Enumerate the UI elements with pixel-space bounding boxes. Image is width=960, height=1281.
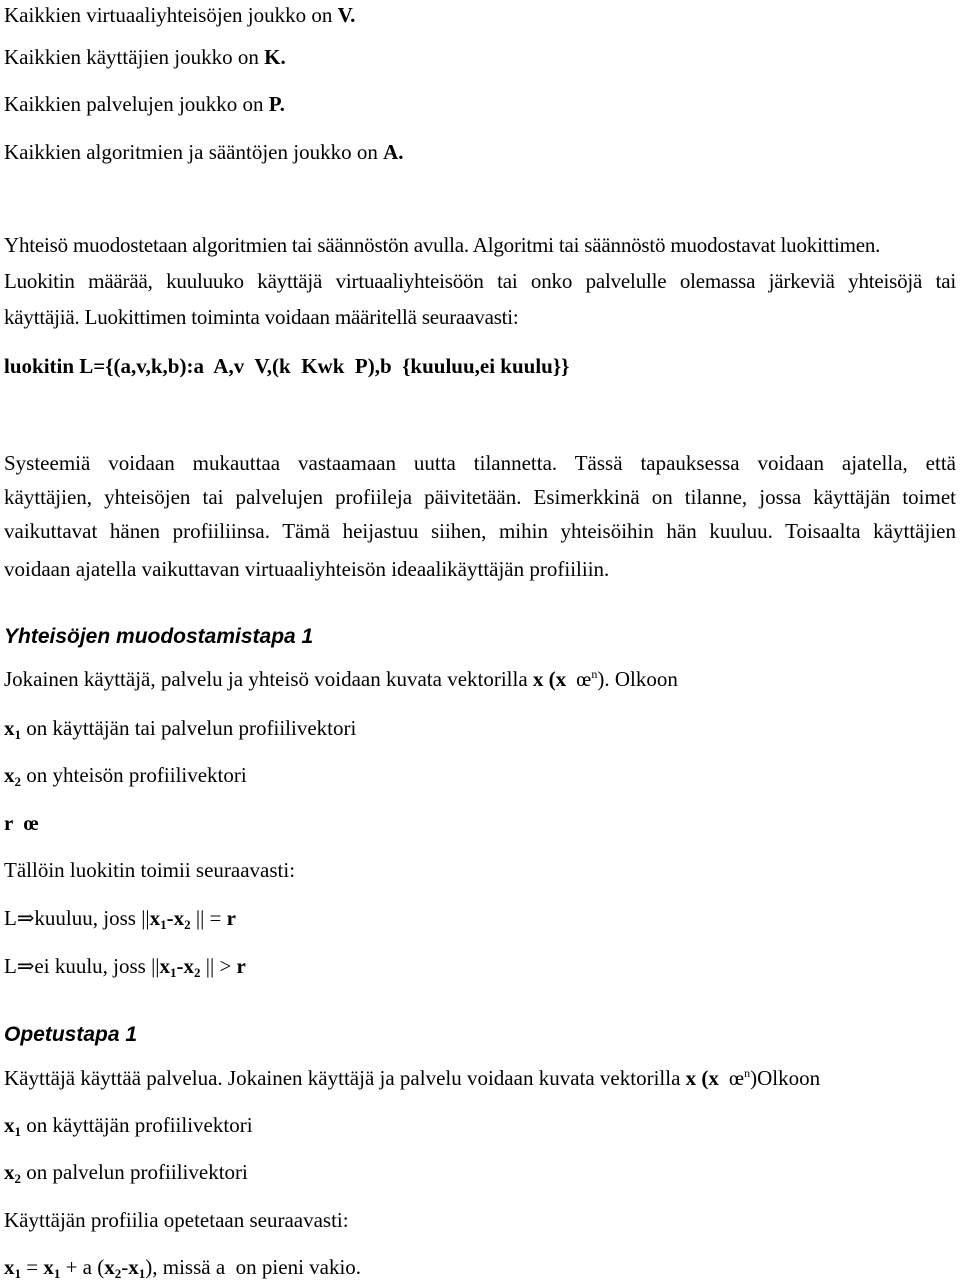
rule-intro: Tällöin luokitin toimii seuraavasti: bbox=[4, 858, 296, 882]
set-symbol: K. bbox=[264, 45, 286, 69]
classifier-definition: luokitin L={(a,v,k,b):a A,v V,(k Kwk P),b {kuuluu,ei kuulu}} bbox=[4, 354, 570, 378]
set-glyph: œ bbox=[576, 667, 592, 691]
paragraph-line: käyttäjien, yhteisöjen tai palvelujen profiileja päivitetään. Esimerkkinä on tilanne, jossa käyttäjän toimet bbox=[4, 485, 956, 509]
set-definition: Kaikkien virtuaaliyhteisöjen joukko on V. bbox=[4, 3, 356, 27]
set-glyph: œ bbox=[728, 1066, 745, 1090]
section-heading: Opetustapa 1 bbox=[4, 1023, 138, 1046]
paragraph-line: Luokitin määrää, kuuluuko käyttäjä virtuaaliyhteisöön tai onko palvelulle olemassa järkeviä yhteisöjä tai bbox=[4, 269, 956, 293]
section-intro: Jokainen käyttäjä, palvelu ja yhteisö voidaan kuvata vektorilla x (x $œ^n$). Olkoon bbox=[4, 667, 678, 691]
paragraph-line: Yhteisö muodostetaan algoritmien tai säännöstön avulla. Algoritmi tai säännöstö muodostavat luokittimen. bbox=[4, 233, 881, 257]
paragraph-line: vaikuttavat hänen profiiliinsa. Tämä heijastuu siihen, mihin yhteisöihin hän kuuluu. Toisaalta käyttäjien bbox=[4, 519, 956, 543]
vector-definition: $x_1$ on käyttäjän profiilivektori bbox=[4, 1113, 253, 1139]
update-intro: Käyttäjän profiilia opetetaan seuraavasti: bbox=[4, 1208, 349, 1232]
set-symbol: A. bbox=[383, 140, 404, 164]
vector-definition: $x_2$ on palvelun profiilivektori bbox=[4, 1160, 248, 1186]
paragraph-line: käyttäjiä. Luokittimen toiminta voidaan määritellä seuraavasti: bbox=[4, 305, 519, 329]
paragraph-line: voidaan ajatella vaikuttavan virtuaaliyhteisön ideaalikäyttäjän profiiliin. bbox=[4, 557, 610, 581]
set-definition: Kaikkien algoritmien ja sääntöjen joukko on A. bbox=[4, 140, 404, 164]
set-definition: Kaikkien käyttäjien joukko on K. bbox=[4, 45, 286, 69]
radius-definition: r œ bbox=[4, 811, 39, 835]
paragraph-line: Systeemiä voidaan mukauttaa vastaamaan uutta tilannetta. Tässä tapauksessa voidaan ajatella, että bbox=[4, 451, 956, 475]
vector-definition: $x_1$ on käyttäjän tai palvelun profiilivektori bbox=[4, 716, 357, 742]
set-symbol: P. bbox=[268, 92, 285, 116]
set-definition: Kaikkien palvelujen joukko on P. bbox=[4, 92, 285, 116]
classifier-rule: L⇒ei kuulu, joss $||x_1-x_2$ || > r bbox=[4, 954, 246, 980]
update-formula: $x_1 = x_1 + a$ $(x_2-x_1)$, missä a on pieni vakio. bbox=[4, 1255, 362, 1281]
section-intro: Käyttäjä käyttää palvelua. Jokainen käyttäjä ja palvelu voidaan kuvata vektorilla x (x $œ^n)Olkoon$ bbox=[4, 1066, 821, 1090]
section-heading: Yhteisöjen muodostamistapa 1 bbox=[4, 625, 314, 648]
vector-definition: $x_2$ on yhteisön profiilivektori bbox=[4, 763, 247, 789]
classifier-rule: L⇒kuuluu, joss $||x_1-x_2$ || = r bbox=[4, 906, 236, 932]
set-symbol: V. bbox=[337, 3, 356, 27]
